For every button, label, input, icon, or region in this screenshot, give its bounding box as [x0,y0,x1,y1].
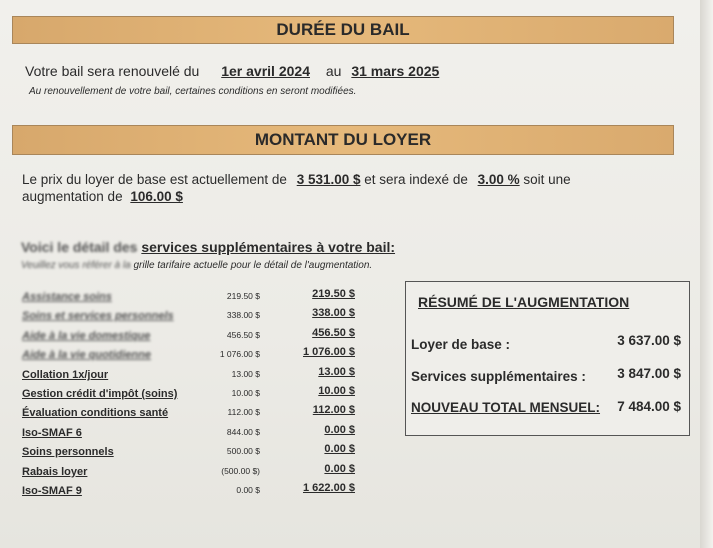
services-subtext-blurred: Veuillez vous référer à la [21,260,131,271]
service-total: 338.00 $ [312,307,355,320]
service-name: Aide à la vie domestique [22,329,151,342]
index-text: et sera indexé de [364,172,468,187]
service-row [0,385,380,404]
summary-services-value: 3 847.00 $ [617,366,681,381]
base-rent-amount: 3 531.00 $ [296,172,361,187]
service-name: Soins personnels [22,446,114,459]
service-total: 1 622.00 $ [303,482,355,494]
service-name: Évaluation conditions santé [22,407,169,420]
service-name: Assistance soins [22,291,112,303]
service-row [0,346,380,365]
services-subtext [21,260,372,271]
service-row [0,366,380,385]
service-total: 456.50 $ [312,326,355,339]
service-total: 1 076.00 $ [303,346,355,359]
renewal-note: Au renouvellement de votre bail, certaines conditions en seront modifiées. [29,86,357,97]
service-rate: 112.00 $ [227,407,260,418]
service-name: Iso-SMAF 9 [22,485,82,497]
service-row [0,482,380,501]
renewal-connector: au [325,63,342,79]
service-name: Rabais loyer [22,465,88,478]
base-rent-prefix: Le prix du loyer de base est actuellement de [22,172,287,187]
service-row [0,443,380,462]
service-row [0,424,380,443]
service-name: Iso-SMAF 6 [22,426,82,439]
service-name: Soins et services personnels [22,310,174,323]
lease-term-banner: DURÉE DU BAIL [12,16,674,44]
service-total: 112.00 $ [312,404,355,417]
service-row [0,327,380,346]
service-rate: 338.00 $ [226,310,260,321]
summary-base-label: Loyer de base : [411,337,511,352]
service-rate: 0.00 $ [236,485,260,495]
services-heading [21,239,395,255]
service-rate: 1 076.00 $ [219,349,260,360]
page-edge [700,0,713,548]
service-total: 0.00 $ [324,443,355,456]
summary-total-value: 7 484.00 $ [617,399,681,414]
increase-label: augmentation de [22,189,123,204]
summary-services-label: Services supplémentaires : [411,369,586,384]
summary-box [405,281,690,436]
service-rate: 219.50 $ [226,291,260,301]
increase-text: soit une [523,172,571,187]
service-row [0,404,380,423]
summary-base-value: 3 637.00 $ [617,333,681,348]
service-name: Gestion crédit d'impôt (soins) [22,388,178,400]
service-rate: (500.00 $) [221,465,260,476]
summary-title: RÉSUMÉ DE L'AUGMENTATION [418,294,630,310]
start-date: 1er avril 2024 [221,63,310,79]
service-rate: 456.50 $ [226,329,260,340]
service-total: 10.00 $ [318,385,355,397]
service-total: 219.50 $ [312,288,355,300]
service-total: 0.00 $ [324,423,355,436]
service-name: Aide à la vie quotidienne [22,349,151,362]
end-date: 31 mars 2025 [351,63,440,79]
services-heading-text: services supplémentaires à votre bail: [141,239,396,255]
service-row [0,288,380,307]
services-subtext-text: grille tarifaire actuelle pour le détail de l'augmentation. [133,260,373,271]
service-total: 0.00 $ [324,462,355,475]
service-rate: 10.00 $ [231,388,260,398]
base-rent-line [22,172,571,187]
service-rate: 500.00 $ [226,446,260,457]
service-total: 13.00 $ [318,365,355,378]
service-row [0,463,380,482]
rent-banner: MONTANT DU LOYER [12,125,674,155]
index-rate: 3.00 % [477,172,520,187]
service-name: Collation 1x/jour [22,368,109,381]
service-row [0,307,380,326]
services-heading-blurred: Voici le détail des [21,239,138,255]
increase-line [22,189,183,204]
renewal-line [25,63,439,79]
renewal-prefix: Votre bail sera renouvelé du [25,63,200,79]
increase-amount: 106.00 $ [130,189,183,204]
service-rate: 844.00 $ [226,426,260,437]
service-rate: 13.00 $ [231,368,260,379]
summary-total-label: NOUVEAU TOTAL MENSUEL: [411,400,601,415]
